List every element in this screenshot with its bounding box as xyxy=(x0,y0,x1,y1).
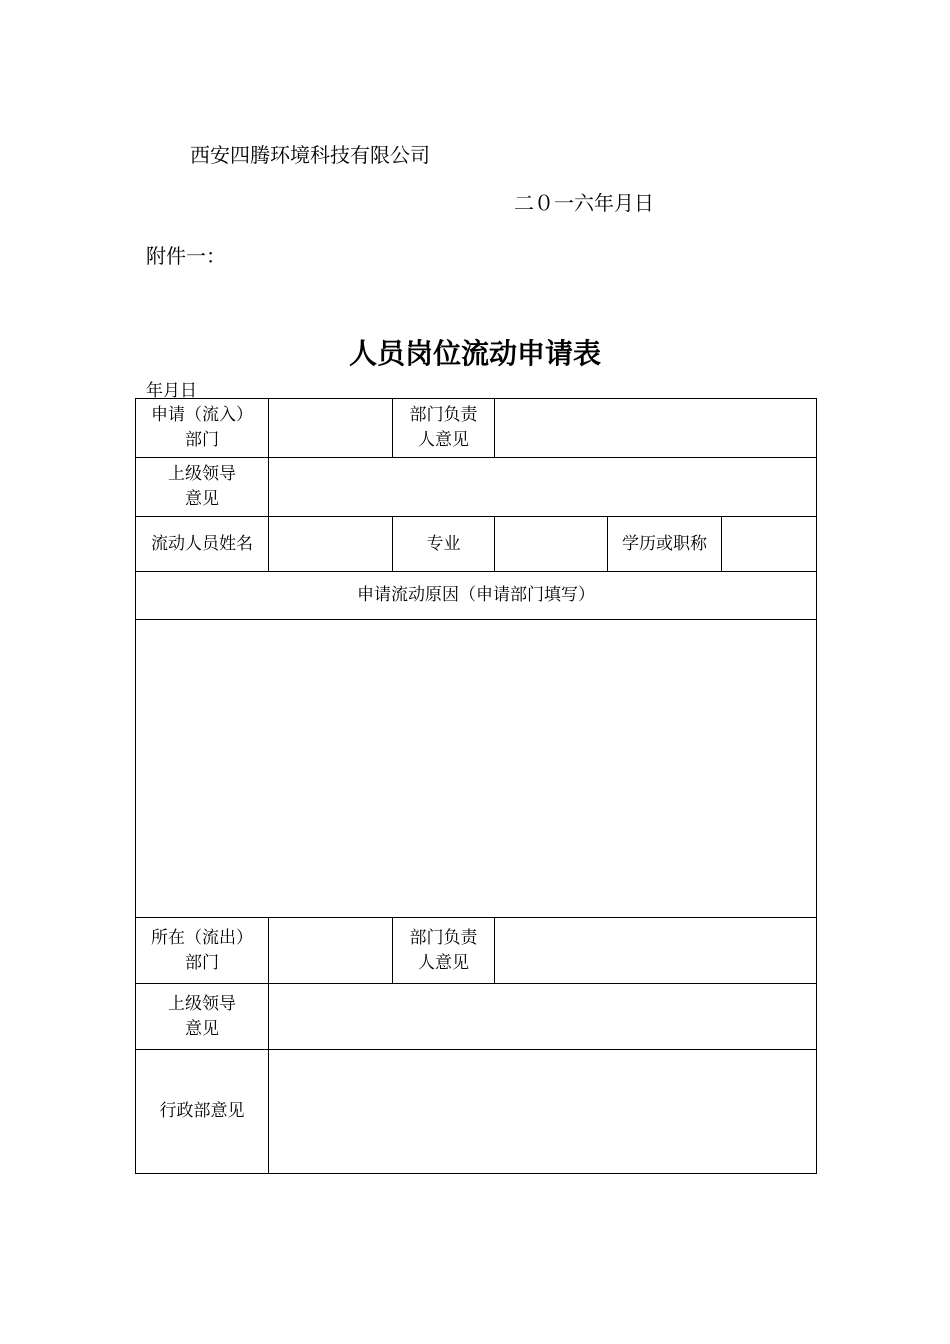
education-field[interactable] xyxy=(722,517,817,572)
dept-head-opinion-label xyxy=(393,399,495,458)
major-label: 专业 xyxy=(393,517,495,572)
dept-head-opinion-label-line2: 人意见 xyxy=(418,430,469,450)
superior-opinion-label-2-line1: 上级领导 xyxy=(168,993,236,1014)
superior-opinion-label-2-line2: 意见 xyxy=(185,1018,219,1039)
admin-opinion-field[interactable] xyxy=(269,1050,817,1174)
form-row-superior-opinion-2 xyxy=(136,984,817,1050)
reason-label: 申请流动原因（申请部门填写） xyxy=(136,572,817,620)
form-row-current-dept xyxy=(136,918,817,984)
current-dept-label-line1: 所在（流出） xyxy=(151,927,253,948)
education-label: 学历或职称 xyxy=(608,517,722,572)
superior-opinion-field[interactable] xyxy=(269,458,817,517)
form-row-superior-opinion xyxy=(136,458,817,517)
form-row-reason-header xyxy=(136,572,817,620)
form-title: 人员岗位流动申请表 xyxy=(348,337,601,370)
form-row-reason-body xyxy=(136,620,817,918)
admin-opinion-label: 行政部意见 xyxy=(136,1050,269,1174)
dept-head-opinion-label-line1: 部门负责 xyxy=(409,405,478,425)
person-name-field[interactable] xyxy=(269,517,393,572)
form-row-person-info xyxy=(136,517,817,572)
form-date-label: 年月日 xyxy=(146,381,197,401)
apply-dept-label-line2: 部门 xyxy=(185,430,219,450)
superior-opinion-label xyxy=(136,458,269,517)
dept-head-opinion-label-2-line2: 人意见 xyxy=(418,952,469,973)
apply-dept-label-line1: 申请（流入） xyxy=(151,405,253,425)
company-name: 西安四腾环境科技有限公司 xyxy=(190,143,430,167)
application-form-table xyxy=(135,398,817,1174)
document-date: 二０一六年月日 xyxy=(514,191,654,215)
superior-opinion-label-2 xyxy=(136,984,269,1050)
superior-opinion-field-2[interactable] xyxy=(269,984,817,1050)
superior-opinion-label-line2: 意见 xyxy=(185,489,219,509)
apply-dept-field[interactable] xyxy=(269,399,393,458)
form-row-admin-opinion xyxy=(136,1050,817,1174)
major-field[interactable] xyxy=(495,517,608,572)
current-dept-field[interactable] xyxy=(269,918,393,984)
person-name-label: 流动人员姓名 xyxy=(136,517,269,572)
reason-field[interactable] xyxy=(136,620,817,918)
dept-head-opinion-label-2 xyxy=(393,918,495,984)
apply-dept-label xyxy=(136,399,269,458)
superior-opinion-label-line1: 上级领导 xyxy=(168,464,236,484)
current-dept-label-line2: 部门 xyxy=(185,952,219,973)
dept-head-opinion-field[interactable] xyxy=(495,399,817,458)
attachment-label: 附件一： xyxy=(146,244,226,268)
dept-head-opinion-label-2-line1: 部门负责 xyxy=(409,927,478,948)
dept-head-opinion-field-2[interactable] xyxy=(495,918,817,984)
form-row-apply-dept xyxy=(136,399,817,458)
current-dept-label xyxy=(136,918,269,984)
